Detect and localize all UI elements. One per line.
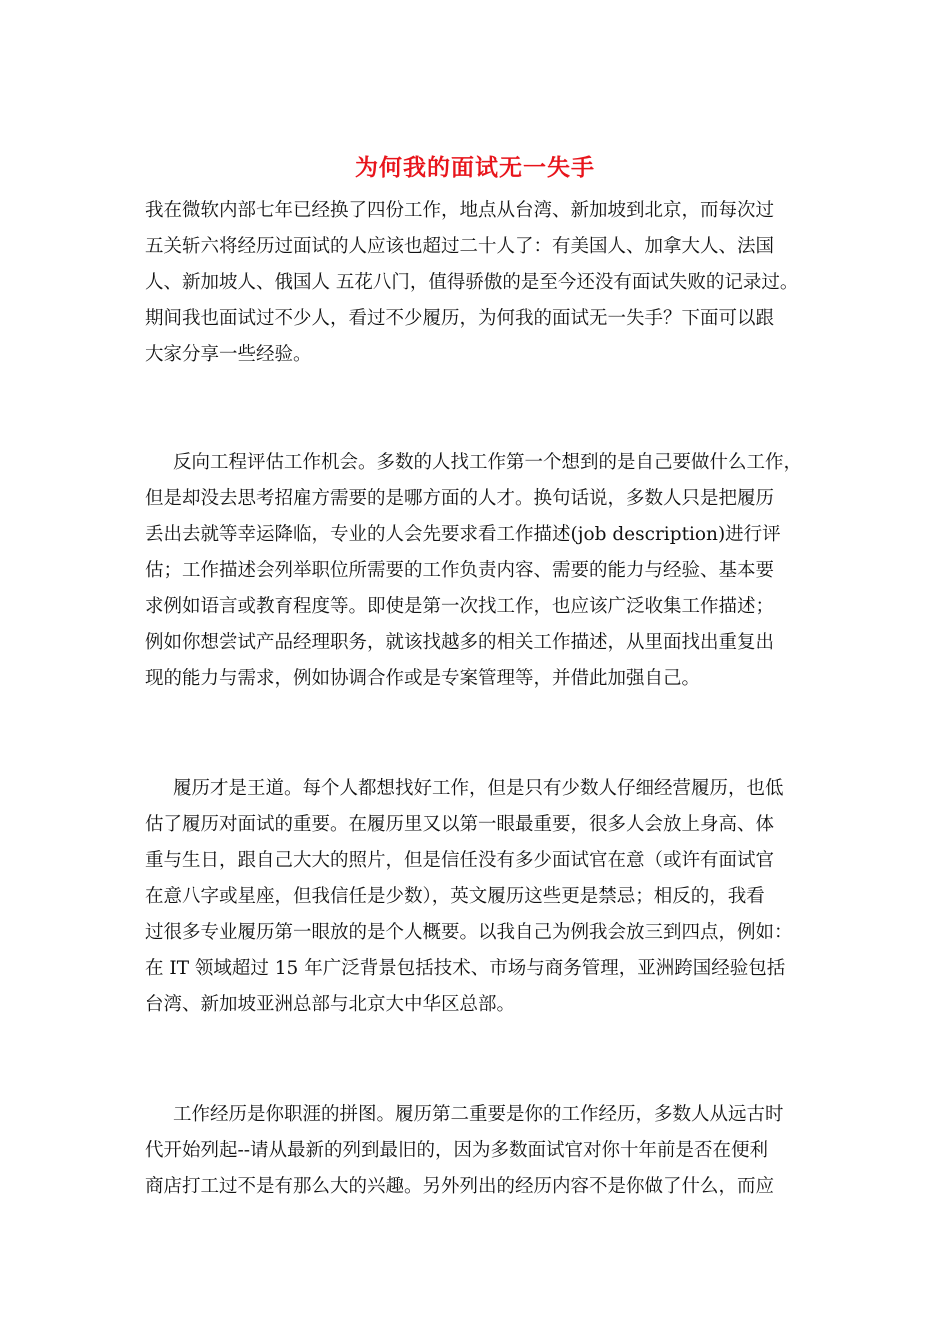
paragraph-line: 重与生日，跟自己大大的照片，但是信任没有多少面试官在意（或许有面试官 (145, 850, 775, 871)
paragraph-line: 估；工作描述会列举职位所需要的工作负责内容、需要的能力与经验、基本要 (145, 560, 775, 581)
paragraph-line: 求例如语言或教育程度等。即使是第一次找工作，也应该广泛收集工作描述； (145, 596, 775, 617)
paragraph-line: 工作经历是你职涯的拼图。履历第二重要是你的工作经历，多数人从远古时 (173, 1104, 784, 1125)
paragraph-line: 但是却没去思考招雇方需要的是哪方面的人才。换句话说，多数人只是把履历 (145, 488, 775, 509)
paragraph-line: 商店打工过不是有那么大的兴趣。另外列出的经历内容不是你做了什么，而应 (145, 1176, 775, 1197)
paragraph-line: 我在微软内部七年已经换了四份工作，地点从台湾、新加坡到北京，而每次过 (145, 200, 775, 221)
paragraph-line: 例如你想尝试产品经理职务，就该找越多的相关工作描述，从里面找出重复出 (145, 632, 775, 653)
document-title: 为何我的面试无一失手 (355, 154, 595, 181)
paragraph-line: 履历才是王道。每个人都想找好工作，但是只有少数人仔细经营履历，也低 (173, 778, 784, 799)
paragraph-line: 大家分享一些经验。 (145, 344, 312, 365)
paragraph-line: 丢出去就等幸运降临，专业的人会先要求看工作描述(job description)进行评 (145, 524, 781, 545)
paragraph-line: 过很多专业履历第一眼放的是个人概要。以我自己为例我会放三到四点，例如： (145, 922, 793, 943)
paragraph-line: 在 IT 领域超过 15 年广泛背景包括技术、市场与商务管理，亚洲跨国经验包括 (145, 958, 786, 979)
paragraph-line: 现的能力与需求，例如协调合作或是专案管理等，并借此加强自己。 (145, 668, 701, 689)
paragraph-line: 在意八字或星座，但我信任是少数），英文履历这些更是禁忌；相反的，我看 (145, 886, 765, 907)
paragraph-line: 反向工程评估工作机会。多数的人找工作第一个想到的是自己要做什么工作， (173, 452, 803, 473)
paragraph-line: 估了履历对面试的重要。在履历里又以第一眼最重要，很多人会放上身高、体 (145, 814, 775, 835)
paragraph-line: 台湾、新加坡亚洲总部与北京大中华区总部。 (145, 994, 516, 1015)
paragraph-line: 期间我也面试过不少人，看过不少履历，为何我的面试无一失手？下面可以跟 (145, 308, 775, 329)
paragraph-line: 人、新加坡人、俄国人 五花八门，值得骄傲的是至今还没有面试失败的记录过。 (145, 272, 799, 293)
paragraph-line: 五关斩六将经历过面试的人应该也超过二十人了：有美国人、加拿大人、法国 (145, 236, 775, 257)
paragraph-line: 代开始列起--请从最新的列到最旧的，因为多数面试官对你十年前是否在便利 (145, 1140, 769, 1161)
